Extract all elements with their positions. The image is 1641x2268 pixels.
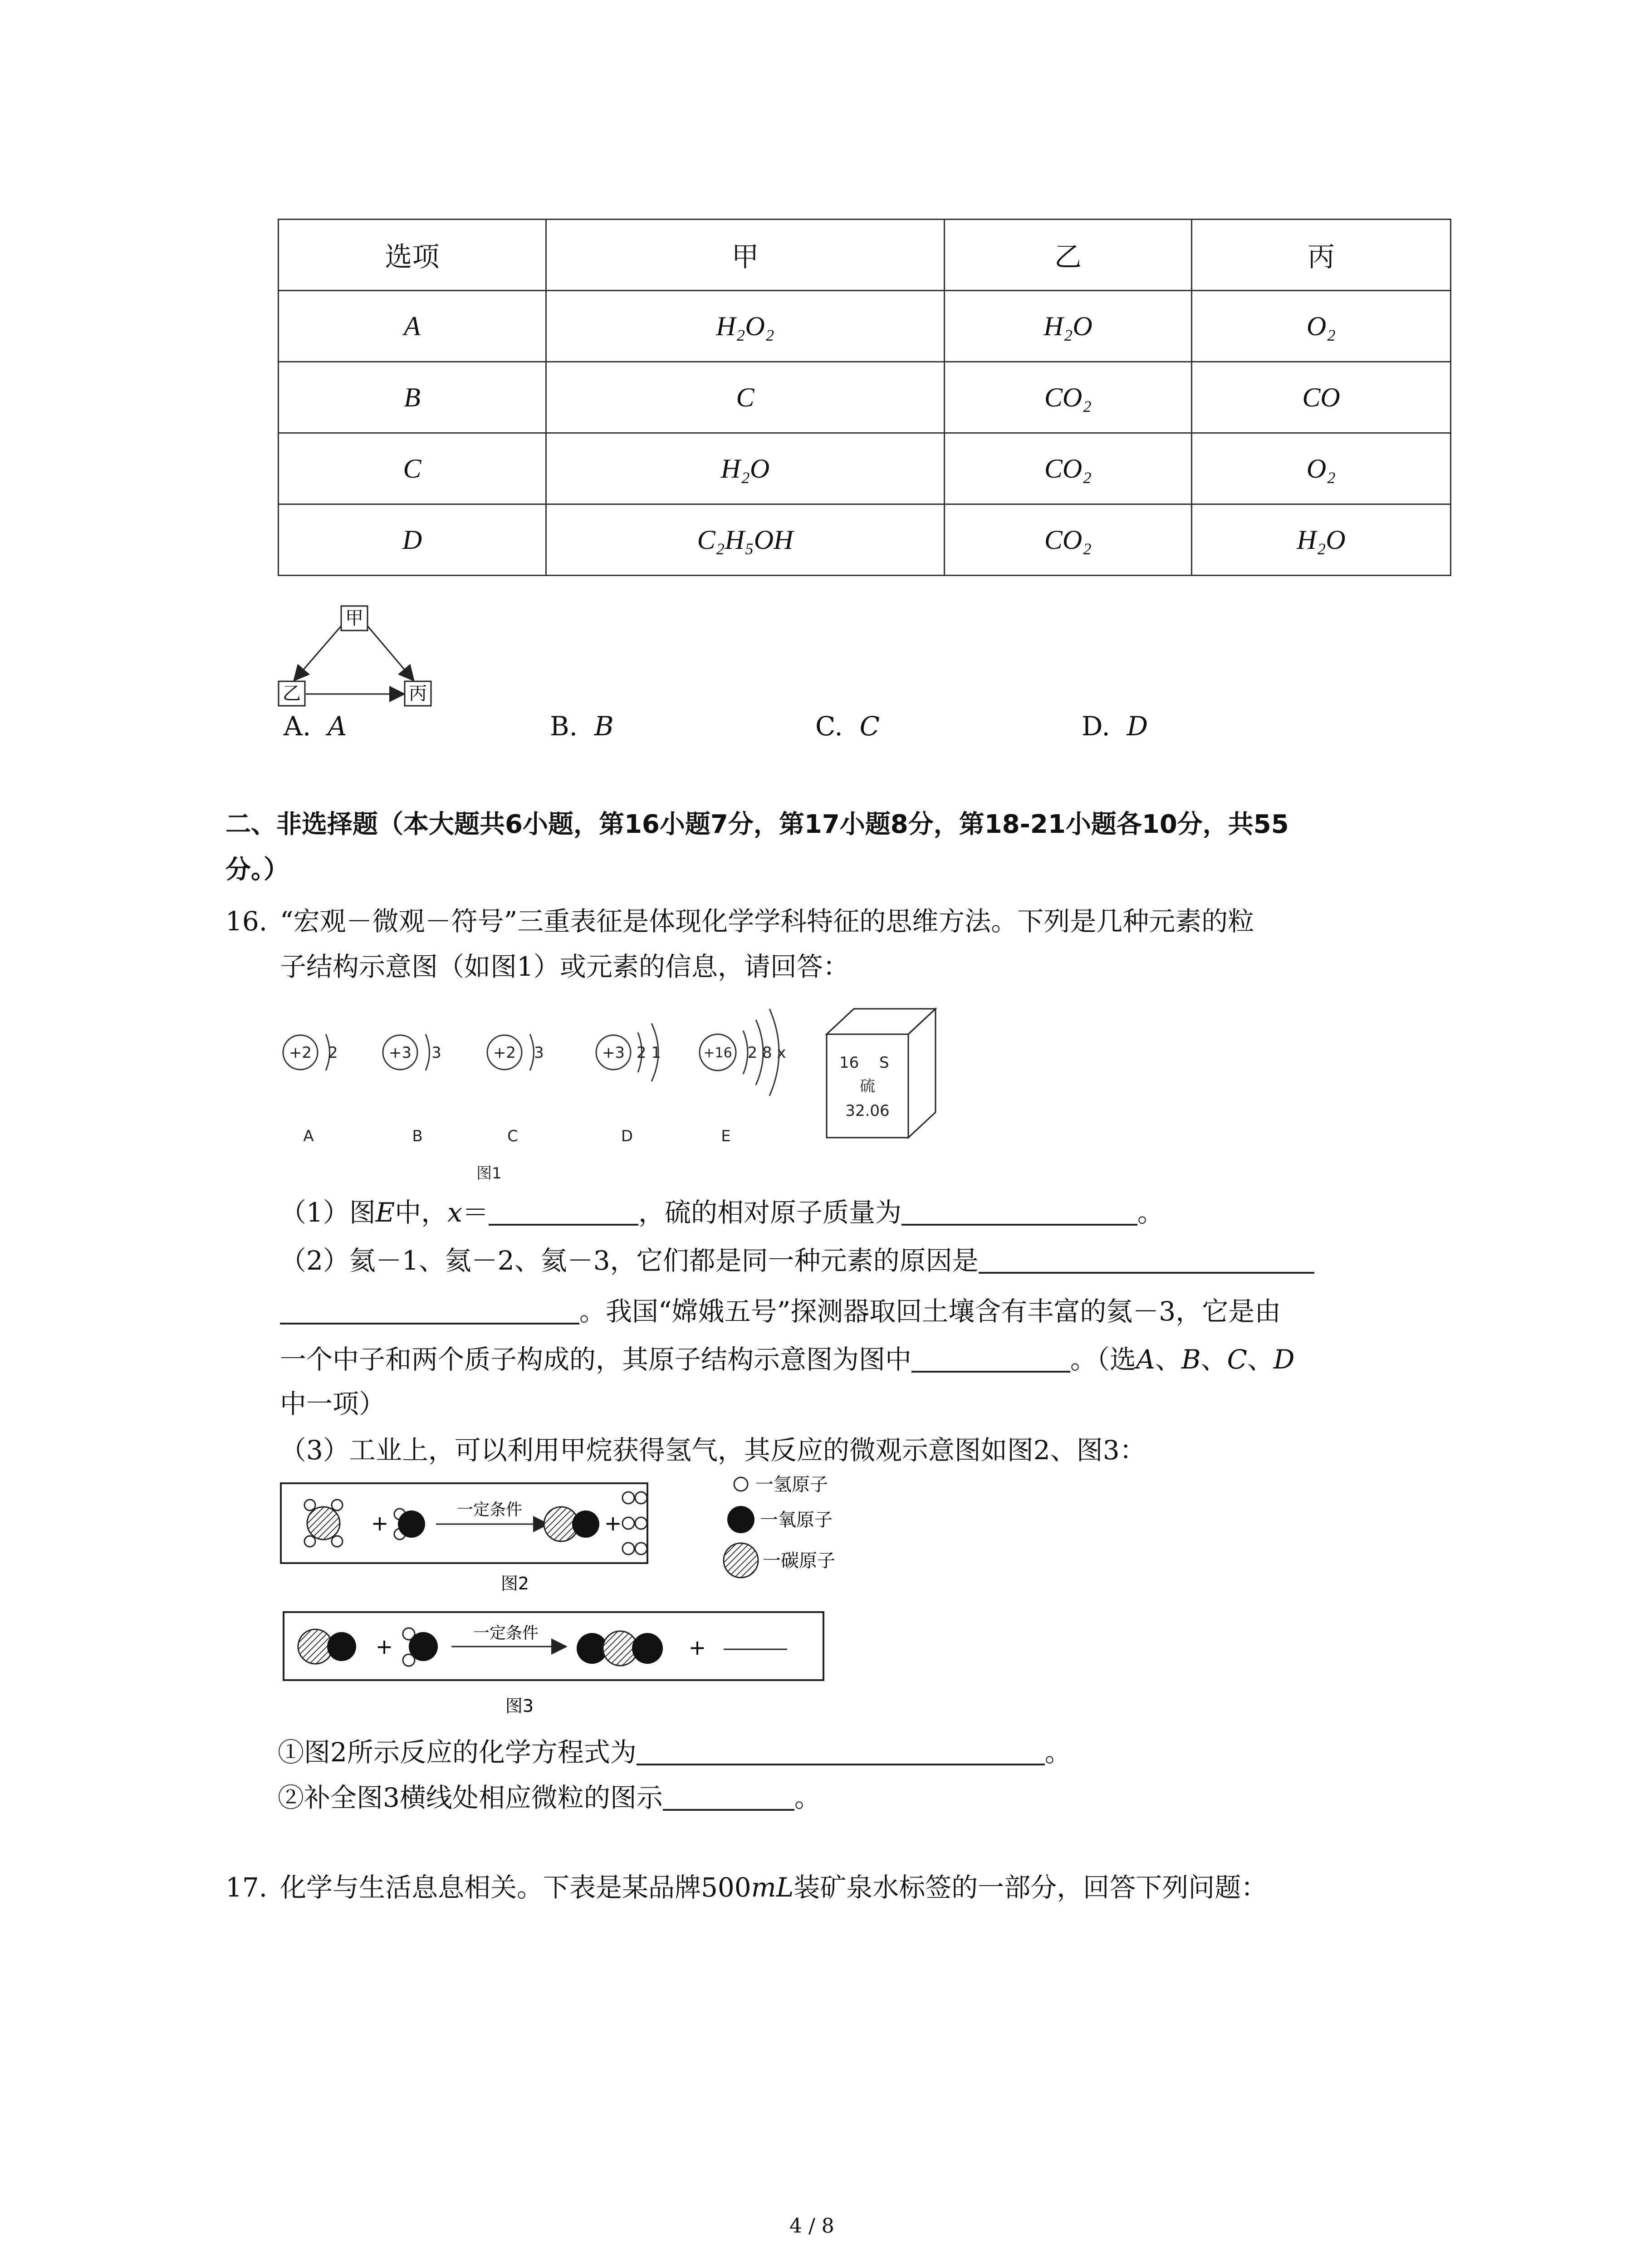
q16-p1-var: x [447,1197,462,1228]
q16-p2-option: A [1136,1344,1155,1375]
figure-1-caption: 图1 [476,1164,502,1183]
choice-b-label: B. [550,711,578,742]
atom-c-shells: 3 [534,1044,544,1062]
table-cell: C₂H₅OH [546,504,945,576]
answer-blank-equation[interactable] [637,1738,1045,1765]
q17-unit: mL [751,1872,794,1903]
atom-e-label: E [721,1127,731,1145]
q16-p2-text: 。（选 [1070,1344,1136,1375]
table-header-row [279,220,1451,291]
carbon-monoxide-molecule [544,1507,599,1541]
atom-d-diagram [596,1023,661,1145]
q16-p1-equals: ＝ [462,1197,489,1228]
triangle-top-label: 甲 [345,608,363,629]
q16-p2-text: （2）氦－1、氦－2、氦－3，它们都是同一种元素的原因是 [280,1245,979,1276]
atom-c-diagram [487,1034,544,1145]
figure-2-condition: 一定条件 [456,1501,523,1519]
choice-d[interactable] [1082,711,1148,742]
q16-part2-line2 [280,1297,1281,1325]
answer-blank-same-element-reason-cont[interactable] [280,1297,579,1325]
q16-part1 [280,1198,1164,1226]
plus-sign: + [604,1511,622,1535]
q17-number: 17. [225,1872,268,1903]
choice-c-value: C [859,711,880,742]
table-cell: D [279,504,546,576]
element-number: 16 [839,1054,859,1072]
q16-sub1-text: ①图2所示反应的化学方程式为 [278,1737,637,1768]
section-heading-line2: 分。） [225,855,289,885]
carbon-atom-icon [724,1543,758,1578]
atom-a-nucleus: +2 [289,1044,312,1062]
atom-d-shells: 2 1 [636,1044,661,1062]
transformation-triangle-diagram [277,603,440,712]
q16-p1-text: 中， [395,1197,448,1228]
q16-p1-text: （1）图 [280,1197,376,1228]
hydrogen-molecules [622,1492,647,1554]
q16-part2-line4: 中一项） [280,1388,386,1419]
choice-b[interactable] [550,711,614,742]
q17-stem [280,1874,1267,1901]
table-header: 丙 [1192,220,1451,291]
table-cell: O₂ [1192,291,1451,362]
figure-3-reaction-diagram [279,1610,833,1719]
answer-blank-particle[interactable] [663,1784,794,1811]
choice-c[interactable] [815,711,880,742]
atom-b-nucleus: +3 [388,1044,412,1062]
atom-c-label: C [507,1127,518,1145]
q16-p2-text: 一个中子和两个质子构成的，其原子结构示意图为图中 [280,1344,912,1375]
table-cell: C [279,433,546,504]
atom-a-shells: 2 [328,1044,338,1062]
choice-c-label: C. [815,711,843,742]
table-cell: B [279,362,546,433]
sulfur-element-card [827,1009,936,1138]
choice-d-value: D [1127,711,1148,742]
atom-c-nucleus: +2 [493,1044,516,1062]
answer-blank-same-element-reason[interactable] [979,1246,1314,1274]
hydrogen-atom-icon [734,1477,748,1491]
answer-blank-helium3-diagram[interactable] [911,1345,1070,1373]
legend-carbon: 一碳原子 [763,1550,835,1571]
table-row [279,504,1451,576]
q16-sub2-end: 。 [794,1782,821,1813]
q16-p2-option: C [1227,1344,1247,1375]
table-cell: A [279,291,546,362]
table-header: 甲 [546,220,945,291]
q16-p2-sep: 、 [1200,1344,1227,1375]
water-molecule [394,1509,425,1540]
choice-a-value: A [328,711,347,742]
q16-p2-text: 。我国“嫦娥五号”探测器取回土壤含有丰富的氦－3，它是由 [579,1296,1281,1327]
triangle-right-label: 丙 [409,683,427,704]
q16-p2-option: B [1181,1344,1201,1375]
options-table [278,219,1451,576]
q16-part2-line1 [280,1246,1314,1274]
table-header: 选项 [279,220,546,291]
atom-b-diagram [383,1034,441,1145]
q16-stem-line1: “宏观－微观－符号”三重表征是体现化学学科特征的思维方法。下列是几种元素的粒 [280,906,1254,937]
q16-stem-line2: 子结构示意图（如图1）或元素的信息，请回答： [280,951,849,982]
figure-1-atom-structures [272,989,962,1198]
q16-part3: （3）工业上，可以利用甲烷获得氢气，其反应的微观示意图如图2、图3： [280,1435,1146,1466]
q16-sub2-text: ②补全图3横线处相应微粒的图示 [278,1782,663,1813]
table-cell: H₂O [546,433,945,504]
legend-oxygen: 一氧原子 [760,1510,833,1530]
q16-subquestion-1 [278,1737,1071,1768]
table-cell: CO₂ [945,433,1192,504]
answer-blank-sulfur-mass[interactable] [901,1198,1137,1226]
water-molecule [403,1628,438,1666]
atom-b-shells: 3 [431,1044,441,1062]
atom-a-label: A [303,1127,314,1145]
methane-molecule [304,1500,343,1547]
plus-sign: + [371,1511,389,1535]
table-row [279,291,1451,362]
element-name: 硫 [860,1077,875,1095]
section-heading-line1: 二、非选择题（本大题共6小题，第16小题7分，第17小题8分，第18-21小题各10分，共55 [225,810,1289,839]
table-row [279,362,1451,433]
choice-a-label: A. [284,711,311,742]
table-cell: H₂O₂ [546,291,945,362]
atom-e-nucleus: +16 [703,1045,732,1061]
legend-hydrogen: 一氢原子 [755,1474,828,1495]
table-cell: O₂ [1192,433,1451,504]
figure-2-caption: 图2 [500,1574,529,1593]
q16-sub1-end: 。 [1044,1737,1071,1768]
table-cell: H₂O [1192,504,1451,576]
q17-stem-text: 装矿泉水标签的一部分，回答下列问题： [794,1872,1268,1903]
q17-stem-text: 化学与生活息息相关。下表是某品牌500 [280,1872,751,1903]
q16-part2-line3 [280,1345,1295,1373]
atom-e-diagram [700,1009,786,1145]
table-row [279,433,1451,504]
q16-p1-fig-label: E [375,1197,395,1228]
q16-p1-text: ，硫的相对原子质量为 [638,1197,902,1228]
choice-b-value: B [594,711,614,742]
atom-e-shells: 2 8 x [747,1044,786,1062]
table-cell: H₂O [945,291,1192,362]
q16-p1-end: 。 [1137,1197,1164,1228]
oxygen-atom-icon [727,1506,754,1533]
table-cell: CO₂ [945,362,1192,433]
element-symbol: S [879,1054,889,1072]
figure-3-condition: 一定条件 [473,1624,539,1642]
q16-subquestion-2 [278,1784,821,1811]
plus-sign: + [375,1634,393,1659]
table-cell: C [546,362,945,433]
answer-blank-x[interactable] [489,1198,638,1226]
atom-b-label: B [412,1127,423,1145]
choice-d-label: D. [1082,711,1110,742]
q16-p2-option: D [1273,1344,1295,1375]
carbon-dioxide-molecule [577,1631,663,1666]
atom-a-diagram [283,1034,338,1145]
element-mass: 32.06 [845,1102,890,1120]
q16-p2-sep: 、 [1247,1344,1274,1375]
figure-3-caption: 图3 [505,1696,534,1716]
triangle-left-label: 乙 [283,683,301,704]
table-cell: CO [1192,362,1451,433]
plus-sign: + [688,1635,706,1660]
atom-legend [724,1474,835,1578]
atom-d-label: D [621,1127,633,1145]
carbon-monoxide-molecule [298,1629,356,1664]
figure-2-reaction-diagram [279,1474,878,1610]
table-header: 乙 [945,220,1192,291]
atom-d-nucleus: +3 [602,1044,625,1062]
page-number: 4 / 8 [789,2214,834,2238]
table-cell: CO₂ [945,504,1192,576]
q16-number: 16. [225,906,268,937]
choice-a[interactable] [284,711,347,742]
q16-p2-sep: 、 [1155,1344,1181,1375]
